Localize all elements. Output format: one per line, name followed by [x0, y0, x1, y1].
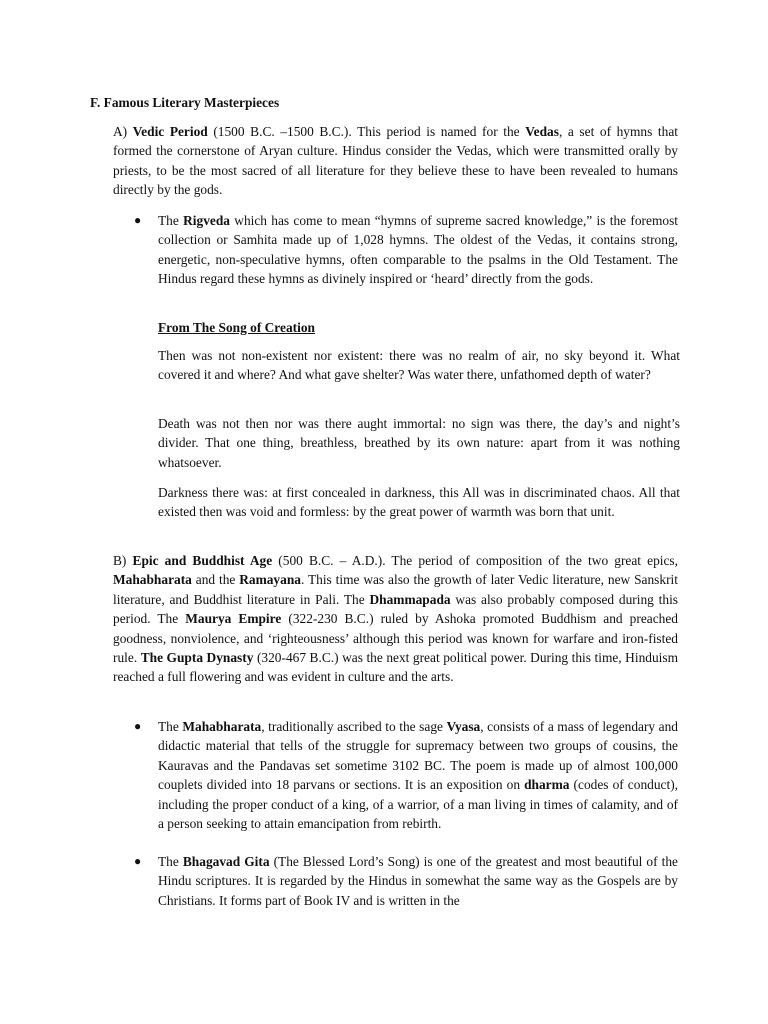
- vedic-text-2: , a set of hymns that formed the cornerstone of Aryan culture. Hindus consider the Vedas, which were transmitted orally by priests, to be the most sacred of all literature for they believe these to have been revealed to humans directly by the gods.: [113, 124, 678, 198]
- rigveda-text-1: which has come to mean “hymns of supreme sacred knowledge,” is the foremost collection or Samhita made up of 1,028 hymns. The oldest of the Vedas, it contains strong, energetic, non-speculative hymns, often comparable to the psalms in the Old Testament. The Hindus regard these hymns as divinely inspired or ‘heard’ directly from the gods.: [158, 213, 678, 287]
- epic-text-5: (322-230 B.C.) ruled by Ashoka promoted Buddhism and preached goodness, nonviolence, and ‘righteousness’ although this period was known for warfare and iron-fisted rule.: [113, 611, 678, 666]
- maurya-term: Maurya Empire: [185, 611, 282, 627]
- bullet-icon: ●: [134, 719, 142, 733]
- mahabharata-text-0: The: [158, 719, 183, 734]
- vedas-term: Vedas: [525, 124, 559, 139]
- song-paragraph-2: Death was not then nor was there aught immortal: no sign was there, the day’s and night’s divider. That one thing, breathless, breathed by its own nature: apart from it was nothing whatsoever.: [158, 416, 680, 470]
- mahabharata-bullet-term: Mahabharata: [182, 719, 262, 734]
- bullet-icon: ●: [134, 213, 142, 227]
- section-heading: F. Famous Literary Masterpieces: [90, 95, 280, 110]
- song-title-text: From The Song of Creation: [158, 320, 315, 335]
- vedic-text-1: (1500 B.C. –1500 B.C.). This period is named for the: [207, 124, 526, 139]
- gita-text-0: The: [158, 854, 183, 869]
- song-paragraph-1: Then was not non-existent nor existent: there was no realm of air, no sky beyond it. What covered it and where? And what gave shelter? Was water there, unfathomed depth of water?: [158, 348, 680, 383]
- epic-text-2: and the: [191, 572, 240, 588]
- mahabharata-text-1: , traditionally ascribed to the sage: [261, 719, 447, 734]
- epic-text-3: . This time was also the growth of later Vedic literature, new Sanskrit literature, and Buddhist literature in Pali. The: [113, 572, 678, 607]
- epic-age-paragraph: [113, 551, 678, 687]
- vedic-term: Vedic Period: [132, 124, 208, 139]
- vedic-label: A): [113, 124, 128, 139]
- rigveda-bullet: [158, 211, 678, 289]
- epic-text-6: (320-467 B.C.) was the next great political power. During this time, Hinduism reached a full flowering and was evident in culture and the arts.: [113, 650, 679, 685]
- gita-text-1: (The Blessed Lord’s Song) is one of the greatest and most beautiful of the Hindu scriptures. It is regarded by the Hindus in somewhat the same way as the Gospels are by Christians. It forms part of Book IV and is written in the: [158, 854, 678, 908]
- rigveda-term: Rigveda: [183, 213, 230, 228]
- vedic-period-paragraph: [113, 122, 678, 200]
- epic-text-4: was also probably composed during this period. The: [113, 591, 678, 627]
- gita-bullet: [158, 852, 678, 910]
- vyasa-term: Vyasa: [446, 719, 481, 734]
- epic-text-1: (500 B.C. – A.D.). The period of composition of the two great epics,: [272, 553, 678, 568]
- dhammapada-term: Dhammapada: [369, 591, 451, 607]
- epic-term: Epic and Buddhist Age: [132, 553, 273, 568]
- mahabharata-text-3: (codes of conduct), including the proper conduct of a king, of a warrior, of a man living in times of calamity, and of a person seeking to attain emancipation from rebirth.: [158, 777, 678, 832]
- gita-term: Bhagavad Gita: [182, 854, 270, 869]
- mahabharata-bullet: [158, 717, 678, 833]
- bullet-icon: ●: [134, 854, 142, 868]
- rigveda-text-0: The: [158, 213, 184, 228]
- dharma-term: dharma: [524, 777, 570, 793]
- gupta-term: The Gupta Dynasty: [140, 650, 254, 666]
- mahabharata-term: Mahabharata: [113, 572, 192, 588]
- mahabharata-text-2: , consists of a mass of legendary and didactic material that tells of the struggle for supremacy between two groups of cousins, the Kauravas and the Pandavas set sometime 3102 BC. The poem is made up of almost 100,000 couplets divided into 18 parvans or sections. It is an exposition on: [158, 719, 679, 793]
- song-title: [158, 318, 680, 337]
- epic-label: B): [113, 553, 127, 568]
- ramayana-term: Ramayana: [239, 572, 301, 588]
- song-paragraph-3: Darkness there was: at first concealed in darkness, this All was in discriminated chaos. All that existed then was void and formless: by the great power of warmth was born that unit.: [158, 485, 680, 520]
